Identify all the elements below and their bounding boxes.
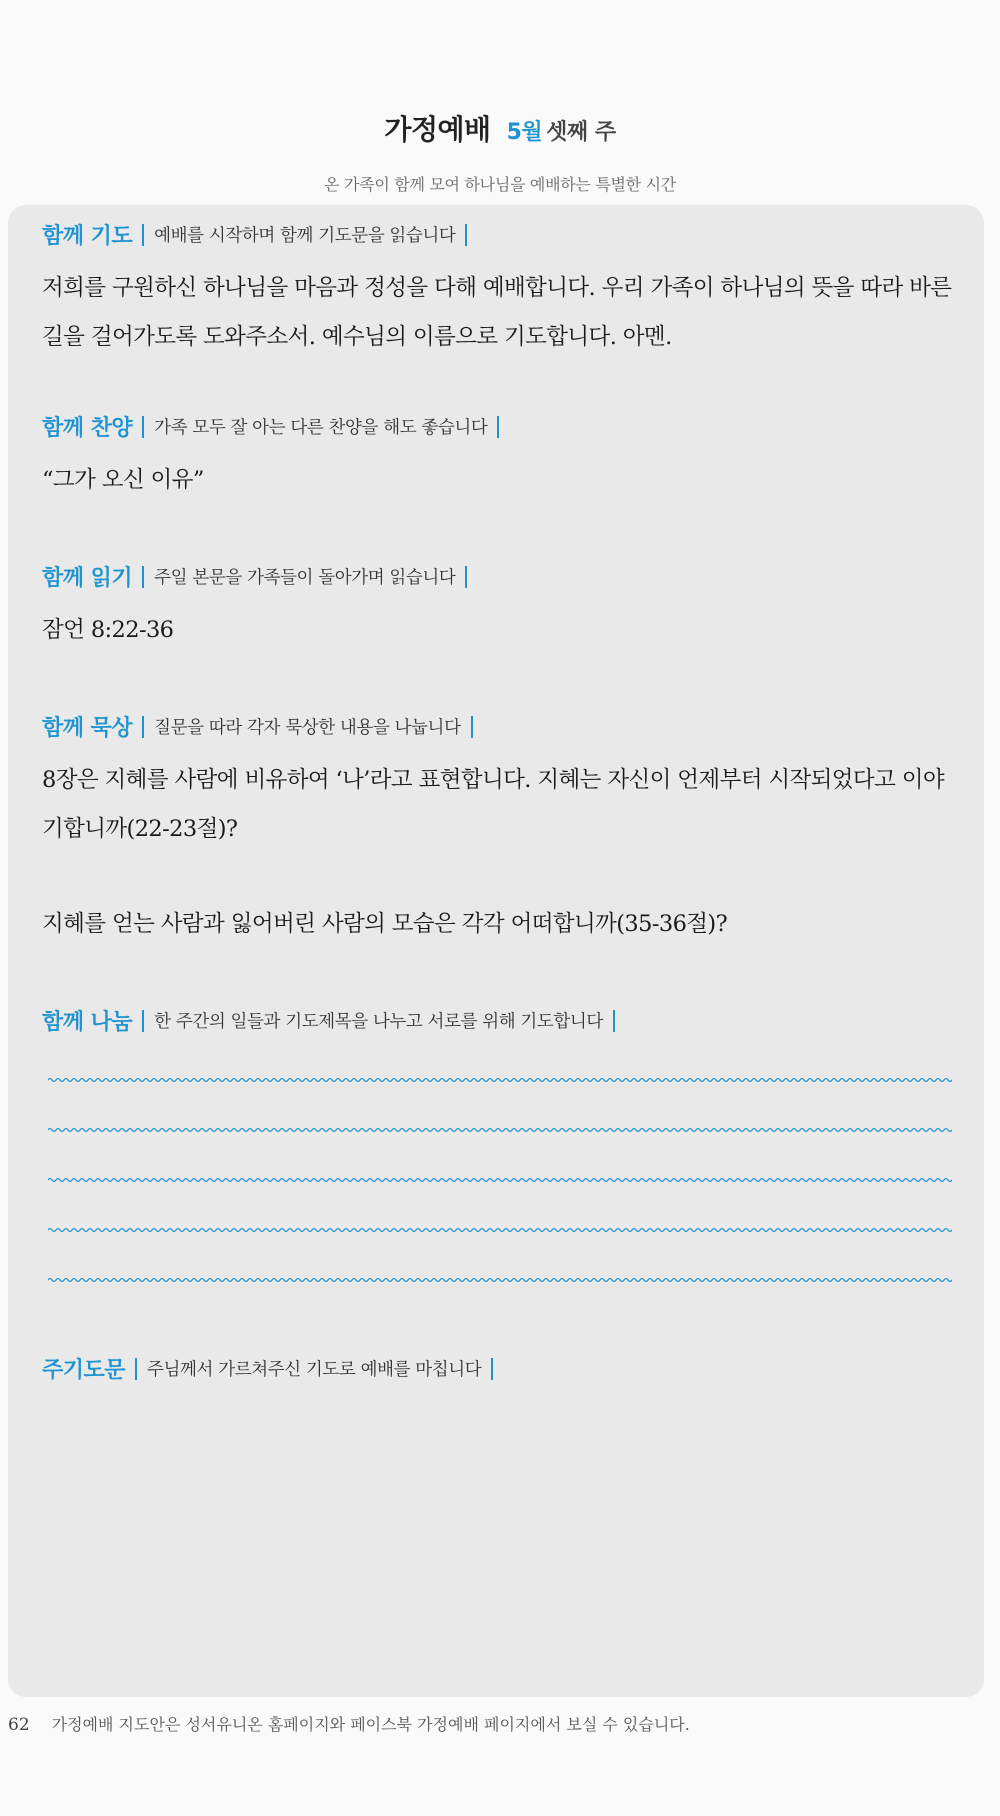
meditation-question-2: 지혜를 얻는 사람과 잃어버린 사람의 모습은 각각 어떠합니까(35-36절)?	[42, 911, 728, 937]
divider-bar	[142, 716, 144, 738]
writing-line[interactable]	[48, 1175, 952, 1185]
divider-bar	[142, 1010, 144, 1032]
page-title	[0, 108, 1000, 148]
section-note: 주일 본문을 가족들이 돌아가며 읽습니다	[154, 568, 456, 588]
title-main: 가정예배	[384, 113, 491, 146]
writing-line[interactable]	[48, 1225, 952, 1235]
section-title: 함께 찬양	[42, 416, 133, 441]
section-note: 질문을 따라 각자 묵상한 내용을 나눕니다	[154, 718, 461, 738]
writing-line[interactable]	[48, 1275, 952, 1285]
section-header	[42, 561, 962, 592]
section-header	[42, 1353, 962, 1384]
worship-guide-card	[8, 205, 984, 1697]
section-prayer	[42, 219, 962, 362]
divider-bar	[142, 224, 144, 246]
section-note: 예배를 시작하며 함께 기도문을 읽습니다	[154, 226, 456, 246]
page-subtitle: 온 가족이 함께 모여 하나님을 예배하는 특별한 시간	[324, 175, 676, 194]
prayer-text: 저희를 구원하신 하나님을 마음과 정성을 다해 예배합니다. 우리 가족이 하나님의 뜻을 따라 바른 길을 걸어가도록 도와주소서. 예수님의 이름으로 기도합니다. 아멘.	[42, 275, 952, 350]
section-header	[42, 1005, 962, 1036]
section-title: 함께 묵상	[42, 716, 133, 741]
section-note: 한 주간의 일들과 기도제목을 나누고 서로를 위해 기도합니다	[154, 1012, 603, 1032]
section-note: 가족 모두 잘 아는 다른 찬양을 해도 좋습니다	[154, 418, 488, 438]
section-title: 주기도문	[42, 1358, 126, 1383]
footer-note: 가정예배 지도안은 성서유니온 홈페이지와 페이스북 가정예배 페이지에서 보실 수 있습니다.	[51, 1715, 690, 1734]
meditation-question-1: 8장은 지혜를 사람에 비유하여 ‘나’라고 표현합니다. 지혜는 자신이 언제부터 시작되었다고 이야기합니까(22-23절)?	[42, 767, 945, 842]
section-header	[42, 411, 962, 442]
writing-line[interactable]	[48, 1075, 952, 1085]
scripture-reference: 잠언 8:22-36	[42, 617, 174, 643]
section-praise	[42, 411, 962, 505]
title-week: 셋째 주	[546, 120, 616, 145]
divider-bar	[135, 1358, 137, 1380]
divider-bar	[142, 566, 144, 588]
section-title: 함께 나눔	[42, 1010, 133, 1035]
divider-bar	[465, 566, 467, 588]
hymn-title: “그가 오신 이유”	[42, 467, 204, 493]
divider-bar	[497, 416, 499, 438]
page-number: 62	[8, 1715, 30, 1735]
page-footer	[8, 1712, 988, 1735]
section-reading	[42, 561, 962, 655]
section-meditation	[42, 711, 962, 949]
section-sharing	[42, 1005, 962, 1036]
section-title: 함께 기도	[42, 224, 133, 249]
section-header	[42, 219, 962, 250]
title-month: 5월	[506, 120, 543, 145]
divider-bar	[465, 224, 467, 246]
divider-bar	[142, 416, 144, 438]
section-header	[42, 711, 962, 742]
writing-line[interactable]	[48, 1125, 952, 1135]
divider-bar	[613, 1010, 615, 1032]
section-note: 주님께서 가르쳐주신 기도로 예배를 마칩니다	[147, 1360, 482, 1380]
section-title: 함께 읽기	[42, 566, 133, 591]
divider-bar	[471, 716, 473, 738]
page-header	[0, 108, 1000, 195]
section-lords-prayer	[42, 1353, 962, 1384]
divider-bar	[491, 1358, 493, 1380]
